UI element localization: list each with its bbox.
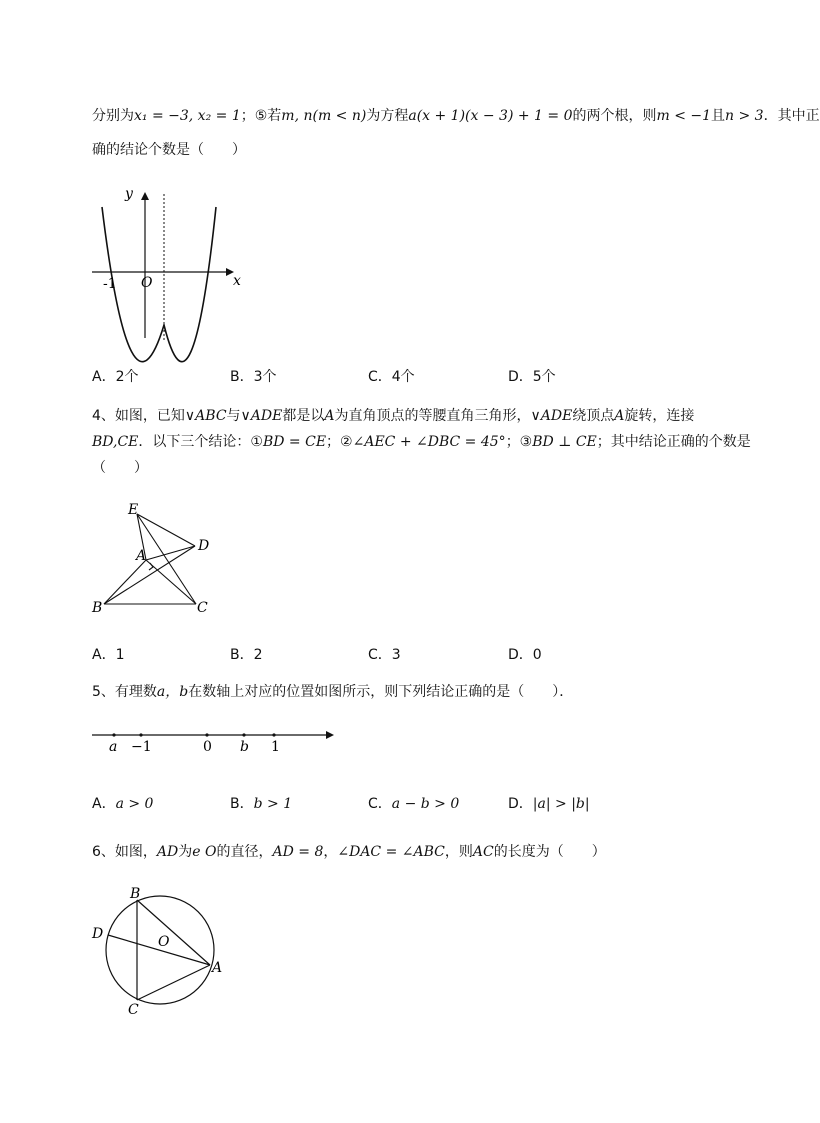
q6-text: 为 xyxy=(178,844,193,860)
q6-text: 的直径， xyxy=(216,844,273,860)
q5-option-label: B． xyxy=(230,796,254,812)
q5-option-expr: a > 0 xyxy=(115,796,154,812)
q4-text: ；② xyxy=(326,434,353,450)
q3-text: 的两个根，则 xyxy=(572,108,657,124)
q4-conclusion-3: BD ⊥ CE xyxy=(532,434,597,450)
q3-option-c[interactable]: C．4个 xyxy=(368,369,415,385)
q6-label-d: D xyxy=(92,926,104,942)
q3-text: ．其中正 xyxy=(763,108,820,124)
q3-roots: x₁ = −3, x₂ = 1 xyxy=(134,108,241,124)
q5-label-a: a xyxy=(109,739,118,755)
q4-triangle-ade: ∨ADE xyxy=(530,408,573,424)
q4-option-a[interactable]: A．1 xyxy=(92,647,125,663)
q3-y-label: y xyxy=(125,186,133,202)
q6-label-o: O xyxy=(158,934,170,950)
q4-label-b: B xyxy=(92,600,103,616)
q6-ad: AD xyxy=(156,844,179,860)
q3-option-a[interactable]: A．2个 xyxy=(92,369,139,385)
q6-text: ，则 xyxy=(444,844,473,860)
q5-option-expr: b > 1 xyxy=(253,796,293,812)
q6-text: ， xyxy=(323,844,338,860)
q3-cond1: m < −1 xyxy=(656,108,712,124)
q4-option-b[interactable]: B．2 xyxy=(230,647,263,663)
q3-cond2: n > 3 xyxy=(725,108,764,124)
q6-label-a: A xyxy=(212,960,223,976)
q6-angle-condition: ∠DAC = ∠ABC xyxy=(337,844,445,860)
q6-ad-length: AD = 8 xyxy=(272,844,324,860)
q3-neg1-label: -1 xyxy=(103,276,117,292)
q6-label-b: B xyxy=(130,886,141,902)
q6-text: 的长度为（ ） xyxy=(493,844,606,860)
q5-option-label: A． xyxy=(92,796,116,812)
q4-vertex-a: A xyxy=(614,408,625,424)
q4-text: ；③ xyxy=(505,434,533,450)
q4-text: 4、如图，已知 xyxy=(92,408,185,424)
q3-text: 为方程 xyxy=(366,108,409,124)
q4-text: 为直角顶点的等腰直角三角形， xyxy=(334,408,531,424)
q4-triangle-ade: ∨ADE xyxy=(240,408,283,424)
q4-text: 都是以 xyxy=(282,408,325,424)
q6-text: 6、如图， xyxy=(92,844,157,860)
q4-text: ．以下三个结论：① xyxy=(138,434,263,450)
q6-label-c: C xyxy=(128,1002,139,1018)
q5-option-expr: |a| > |b| xyxy=(532,796,590,812)
q5-option-label: D． xyxy=(508,796,533,812)
q4-label-a: A xyxy=(136,548,147,564)
q4-text: ；其中结论正确的个数是 xyxy=(596,434,751,450)
q4-stem-line3: （ ） xyxy=(92,460,148,476)
q4-conclusion-1: BD = CE xyxy=(262,434,327,450)
q5-option-expr: a − b > 0 xyxy=(391,796,460,812)
q6-ac: AC xyxy=(472,844,494,860)
q5-label-b: b xyxy=(240,739,249,755)
q4-label-e: E xyxy=(128,502,139,518)
q5-text: 5、有理数 xyxy=(92,684,157,700)
q4-triangle-abc: ∨ABC xyxy=(184,408,227,424)
q5-label-zero: 0 xyxy=(203,739,212,755)
q5-option-label: C． xyxy=(368,796,392,812)
q3-equation: a(x + 1)(x − 3) + 1 = 0 xyxy=(408,108,573,124)
q3-origin-label: O xyxy=(141,275,153,291)
q5-ab: a，b xyxy=(156,684,189,700)
q4-conclusion-2: ∠AEC + ∠DBC = 45° xyxy=(352,434,506,450)
q4-option-d[interactable]: D．0 xyxy=(508,647,542,663)
q3-text: 分别为 xyxy=(92,108,134,124)
q3-option-d[interactable]: D．5个 xyxy=(508,369,556,385)
q4-text: 与 xyxy=(226,408,241,424)
q4-text: 绕顶点 xyxy=(572,408,615,424)
q4-label-d: D xyxy=(198,538,210,554)
q6-seg-ca xyxy=(137,965,210,1000)
q6-seg-ba xyxy=(137,900,210,965)
q6-circle-o: e O xyxy=(192,844,217,860)
q5-label-one: 1 xyxy=(271,739,280,755)
q5-label-neg1: −1 xyxy=(131,739,152,755)
q3-text: 且 xyxy=(711,108,726,124)
q3-x-label: x xyxy=(233,273,241,289)
q4-option-c[interactable]: C．3 xyxy=(368,647,401,663)
q4-text: 旋转，连接 xyxy=(624,408,695,424)
q4-vertex-a: A xyxy=(324,408,335,424)
q4-label-c: C xyxy=(197,600,208,616)
q3-mn: m, n(m < n) xyxy=(281,108,367,124)
q4-segments: BD,CE xyxy=(92,434,139,450)
q3-text: ；⑤若 xyxy=(240,108,282,124)
q3-stem-line2: 确的结论个数是（ ） xyxy=(92,142,246,158)
q5-text: 在数轴上对应的位置如图所示，则下列结论正确的是（ ）． xyxy=(188,684,574,700)
q3-option-b[interactable]: B．3个 xyxy=(230,369,277,385)
